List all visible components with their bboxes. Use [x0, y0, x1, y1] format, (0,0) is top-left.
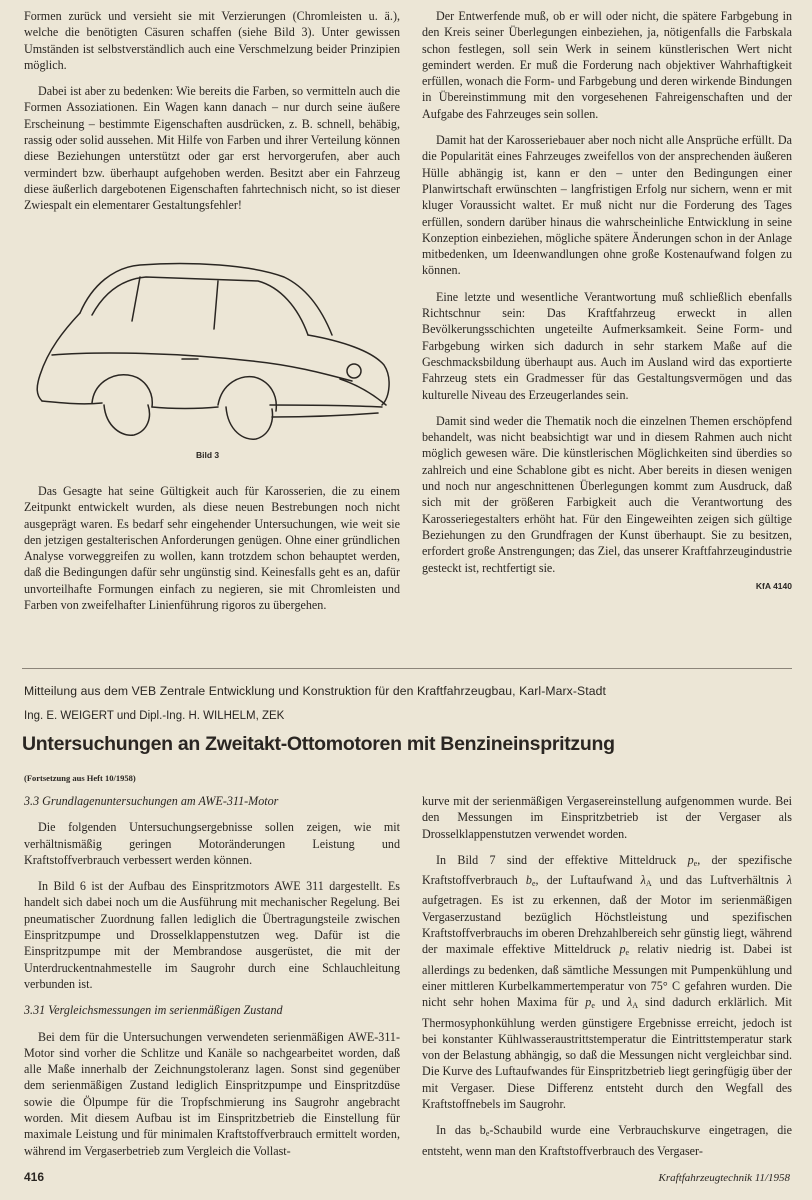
- bottom-left-column: [24, 793, 400, 1169]
- paragraph: kurve mit der serienmäßigen Vergasereinstellung aufgenommen wurde. Bei den Messungen im Einspritzbetrieb ist der Vergaser als Drosselklappenstutzen verwendet worden.: [422, 794, 792, 841]
- top-left-column-lower: [24, 483, 400, 623]
- authors-line: Ing. E. WEIGERT und Dipl.-Ing. H. WILHELM, ZEK: [24, 710, 285, 722]
- paragraph: In Bild 7 sind der effektive Mitteldruck $p_e$, der spezifische Kraftstoffverbrauch $b_e$, der Luftaufwand $\lambda_A$ und das Luftverhältnis λ aufgetragen. Es ist zu erkennen, daß der Motor im serienmäßigen Vergaserzustand bezüglich Höchstleistung und spezifischen Kraftstoffverbrauchs im oberen Drehzahlbereich sehr günstig liegt, während der maximale effektive Mitteldruck $p_e$ relativ niedrig ist. Dabei ist allerdings zu bedenken, daß sämtliche Messungen mit Pumpenkühlung und einer mittleren Kurbelkammertemperatur von 75° C gefahren wurden. Die nicht sehr hohen Maxima für $p_e$ und $\lambda_A$ sind dadurch erklärlich. Mit Thermosyphonkühlung werden günstigere Ergebnisse erreicht, jedoch ist bei konstanter Kühlwasseraustrittstemperatur die Eintrittstemperatur stark von der Belastung abhängig, so daß die Messungen nicht vergleichbar sind. Die Kurve des Luftaufwandes für Einspritzbetrieb liegt geringfügig über der mit Vergaser. Diese Differenz entsteht durch den Wegfall des Kraftstoffnebels im Saugrohr.: [422, 852, 793, 1112]
- section-heading: 3.31 Vergleichsmessungen im serienmäßigen Zustand: [24, 1003, 283, 1018]
- article-code: KfA 4140: [755, 580, 792, 591]
- top-left-column: [24, 8, 400, 224]
- paragraph: Damit sind weder die Thematik noch die einzelnen Themen erschöpfend behandelt, was nicht beabsichtigt war und in diesem Rahmen auch nicht möglich gewesen wäre. Die künstlerischen Möglichkeiten sind überdies so zahlreich und eine Schablone gibt es nicht. Aber bereits in diesen wenigen und noch nur angeschnittenen Überlegungen kommt zum Ausdruck, daß sich mit der größeren Farbigkeit auch die Verantwortung des Karosseriegestalters erhöht hat. Für den Eingeweihten zeigen sich gültige Beziehungen zu den Grundfragen der Kunst überhaupt. Sie zu besitzen, erfordert große Anstrengungen; das Ziel, das unserer Kraftfahrzeugindustrie gesteckt ist, rechtfertigt sie.: [422, 413, 792, 575]
- article-title: Untersuchungen an Zweitakt-Ottomotoren mit Benzineinspritzung: [22, 733, 615, 755]
- continuation-note: (Fortsetzung aus Heft 10/1958): [24, 773, 136, 783]
- paragraph: In das $b_e$-Schaubild wurde eine Verbrauchskurve eingetragen, die entsteht, wenn man den Kraftstoffverbrauch des Vergaser-: [422, 1123, 792, 1158]
- paragraph: In Bild 6 ist der Aufbau des Einspritzmotors AWE 311 dargestellt. Es handelt sich dabei noch um die Ausführung mit mechanischer Regelung. Bei pneumatischer Zuordnung fallen lediglich die Übertragungsteile zwischen Einspritzpumpe und Drosselklappenstutzen weg. Dafür ist die Einspritzpumpe mit der Membrandose ausgerüstet, die mit der Unterdruckentnahmestelle im Saugrohr durch eine Schlauchleitung verbunden ist.: [24, 879, 400, 991]
- institution-line: Mitteilung aus dem VEB Zentrale Entwicklung und Konstruktion für den Kraftfahrzeugbau, Karl-Marx-Stadt: [24, 684, 606, 698]
- top-right-column: [422, 8, 792, 604]
- paragraph: Eine letzte und wesentliche Verantwortung muß schließlich ebenfalls Richtschnur sein: Das Kraftfahrzeug erweckt in allen Bevölkerungsschichten ungeteilte Aufmerksamkeit. Seine Form- und Farbgebung wirken sich dadurch in sehr starkem Maße auf die Geschmacksbildung überhaupt aus. Auch im Ausland wird das exportierte Fahrzeug stets ein Gradmesser für das Gestaltungsvermögen und das kulturelle Niveau des Erzeugerlandes sein.: [422, 289, 792, 402]
- section-heading: 3.3 Grundlagenuntersuchungen am AWE-311-Motor: [24, 794, 279, 808]
- journal-name: Kraftfahrzeugtechnik 11/1958: [658, 1172, 790, 1184]
- paragraph: Das Gesagte hat seine Gültigkeit auch für Karosserien, die zu einem Zeitpunkt entwickelt wurden, als diese neuen Bestrebungen noch nicht ausgeprägt waren. Es bedarf sehr eingehender Untersuchungen, wie weit sie den jetzigen gestalterischen Anforderungen genügen. Ohne einer gründlichen Analyse vorweggreifen zu wollen, kann trotzdem schon behauptet werden, daß die Bedingungen dafür sehr ungünstig sind. Keinesfalls geht es an, dafür unvorteilhafte Formungen einfach zu negieren, sie mit Chromleisten und Farben von zweifelhafter Linienführung rigoros zu übergehen.: [24, 484, 400, 613]
- paragraph: Dabei ist aber zu bedenken: Wie bereits die Farben, so vermitteln auch die Formen Assoziationen. Ein Wagen kann danach – nur durch seine äußere Erscheinung – bestimmte Eigenschaften ausdrücken, z. B. schnell, behäbig, rassig oder solid aussehen. Mit Hilfe von Farben und ihrer Verteilung können diese Beziehungen unterstützt oder gar erst hervorgerufen, aber auch vermindert bzw. überhaupt aufgehoben werden. Besitzt aber ein Fahrzeug diese äußerlich dargebotenen Eigenschaften fahrtechnisch nicht, so ist dieser Zwiespalt ein elementarer Gestaltungsfehler!: [24, 84, 400, 213]
- paragraph: Formen zurück und versieht sie mit Verzierungen (Chromleisten u. ä.), welche die benötigten Cäsuren schaffen (siehe Bild 3). Unter gewissen Umständen ist selbstverständlich auch eine Verschmelzung beider Prinzipien möglich.: [24, 9, 400, 72]
- paragraph: Bei dem für die Untersuchungen verwendeten serienmäßigen AWE-311-Motor sind vorher die Schlitze und Kanäle so nachgearbeitet worden, daß alle Maße innerhalb der Zeichnungstoleranz lagen. Sonst sind gegenüber dem serienmäßigen Zustand lediglich Einspritzpumpe und Einspritzdüse sowie die Ölpumpe für die Tropfschmierung ins Saugrohr angebracht worden. Mit diesem Aufbau ist im Einspritzbetrieb die Einstellung für maximale Leistung und für minimalen Kraftstoffverbrauch ermittelt worden, während im Vergaserbetrieb zum Vergleich die Vollast-: [24, 1029, 400, 1158]
- paragraph: Die folgenden Untersuchungsergebnisse sollen zeigen, wie mit verhältnismäßig geringen Motoränderungen Leistung und Kraftstoffverbrauch verbessert werden können.: [24, 820, 400, 867]
- figure-caption: Bild 3: [196, 450, 220, 460]
- car-sketch-figure: [22, 255, 402, 445]
- paragraph: Der Entwerfende muß, ob er will oder nicht, die spätere Farbgebung in den Kreis seiner Überlegungen einbeziehen, ja, nötigenfalls die Farbskala schon festlegen, soll sein Werk in seinem künstlerischen Wert nicht gemindert werden. Er muß die Forderung nach objektiver Wahrhaftigkeit erfüllen, wonach die Form- und Farbgebung und deren wirkende Bindungen in Übereinstimmung mit den vorgesehenen Fahreigenschaften und der Aufgabe des Fahrzeuges sein sollen.: [422, 9, 792, 121]
- bottom-right-column: [422, 793, 792, 1169]
- page-number: 416: [24, 1170, 45, 1184]
- paragraph: Damit hat der Karosseriebauer aber noch nicht alle Ansprüche erfüllt. Da die Popularität eines Fahrzeuges zweifellos von der ansprechenden äußeren Hülle abhängig ist, kann er den – unter den Bedingungen einer Planwirtschaft erwünschten – langfristigen Erfolg nur sichern, wenn er mit kluger Voraussicht waltet. Er muß nicht nur die Forderung des Tages erfüllen, sondern darüber hinaus die wahrscheinliche Entwicklung in seine Konzeption einbeziehen, mögliche spätere Änderungen schon in der Anlage mitbedenken, um Ideenwandlungen ohne große Kostenaufwand folgen zu können.: [422, 133, 792, 278]
- section-divider: [22, 668, 792, 669]
